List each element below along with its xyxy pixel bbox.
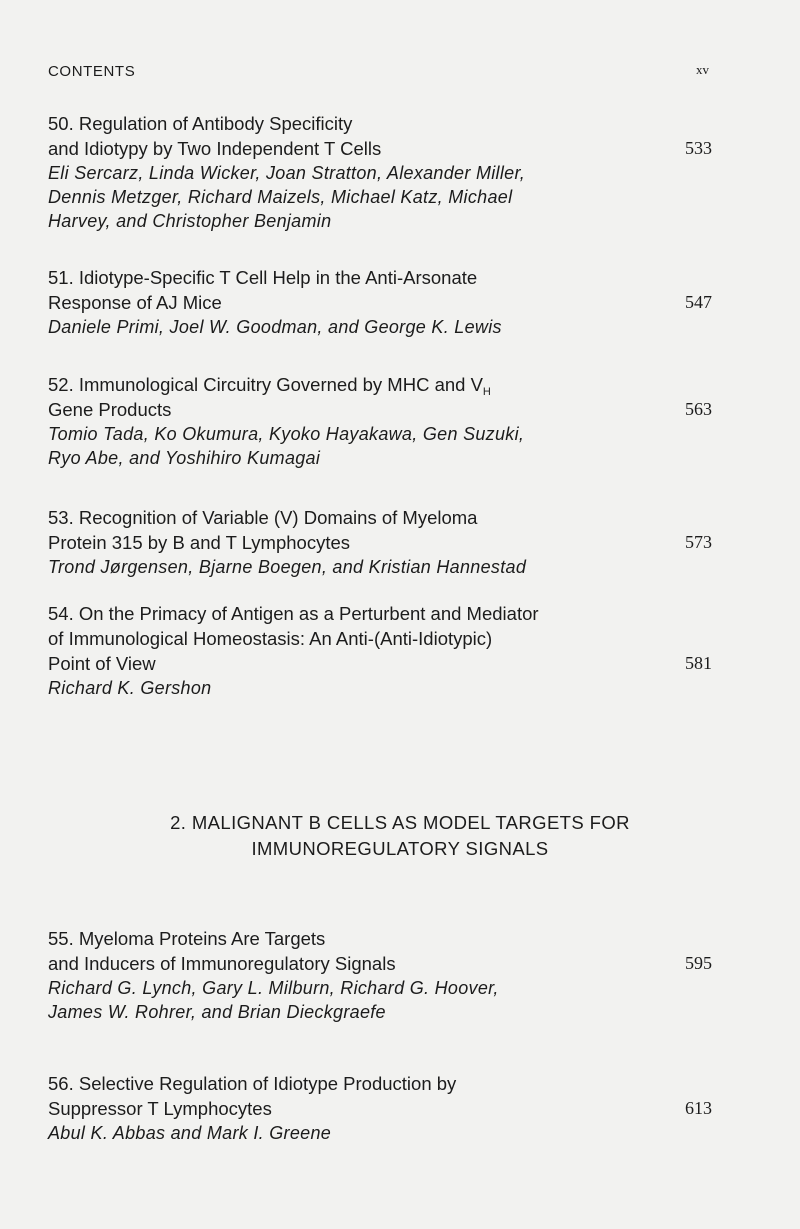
entry-title-line: 52. Immunological Circuitry Governed by MHC and $V_H$	[48, 374, 491, 398]
entry-title-line: 55. Myeloma Proteins Are Targets	[48, 928, 326, 949]
entry-authors: Dennis Metzger, Richard Maizels, Michael Katz, Michael	[48, 187, 513, 207]
entry-page-number: 595	[685, 953, 712, 973]
entry-authors: Abul K. Abbas and Mark I. Greene	[48, 1123, 332, 1143]
entry-title-line: 53. Recognition of Variable (V) Domains of Myeloma	[48, 507, 478, 528]
entry-page-number: 547	[685, 292, 712, 312]
entry-authors: Daniele Primi, Joel W. Goodman, and George K. Lewis	[48, 317, 502, 337]
entry-title-line: Response of AJ Mice 547	[48, 292, 712, 313]
entry-page-number: 581	[685, 653, 712, 673]
section-heading	[80, 810, 720, 862]
toc-entry-51	[48, 265, 712, 339]
entry-authors: James W. Rohrer, and Brian Dieckgraefe	[48, 1002, 386, 1022]
entry-page-number: 563	[685, 399, 712, 419]
entry-title-line: 51. Idiotype-Specific T Cell Help in the Anti-Arsonate	[48, 267, 478, 288]
entry-title-line: 56. Selective Regulation of Idiotype Production by	[48, 1073, 457, 1094]
section-heading-line: IMMUNOREGULATORY SIGNALS	[251, 838, 549, 859]
entry-authors: Richard G. Lynch, Gary L. Milburn, Richard G. Hoover,	[48, 978, 499, 998]
entry-authors: Richard K. Gershon	[48, 678, 212, 698]
entry-authors: Eli Sercarz, Linda Wicker, Joan Stratton, Alexander Miller,	[48, 163, 526, 183]
running-head: CONTENTS	[48, 63, 136, 80]
entry-title-line: of Immunological Homeostasis: An Anti-(Anti-Idiotypic)	[48, 628, 493, 649]
toc-entry-52	[48, 372, 712, 470]
entry-title-line: and Idiotypy by Two Independent T Cells 533	[48, 138, 712, 159]
entry-title-line: Suppressor T Lymphocytes 613	[48, 1098, 712, 1119]
entry-authors: Ryo Abe, and Yoshihiro Kumagai	[48, 448, 321, 468]
toc-entry-55	[48, 926, 712, 1024]
entry-title-line: and Inducers of Immunoregulatory Signals 595	[48, 953, 712, 974]
entry-authors: Harvey, and Christopher Benjamin	[48, 211, 332, 231]
subscript-h: H	[482, 386, 491, 398]
entry-authors: Tomio Tada, Ko Okumura, Kyoko Hayakawa, Gen Suzuki,	[48, 424, 525, 444]
toc-entry-54	[48, 601, 712, 700]
entry-title-line: Point of View 581	[48, 653, 712, 674]
entry-title-line: 50. Regulation of Antibody Specificity	[48, 113, 353, 134]
section-heading-line: 2. MALIGNANT B CELLS AS MODEL TARGETS FOR	[170, 812, 630, 833]
page-number: xv	[696, 62, 709, 77]
entry-title-line: Gene Products 563	[48, 399, 712, 420]
entry-authors: Trond Jørgensen, Bjarne Boegen, and Kristian Hannestad	[48, 557, 527, 577]
entry-title-line: Protein 315 by B and T Lymphocytes 573	[48, 532, 712, 553]
entry-page-number: 533	[685, 138, 712, 158]
toc-entry-56	[48, 1071, 712, 1145]
entry-page-number: 573	[685, 532, 712, 552]
entry-title-line: 54. On the Primacy of Antigen as a Perturbent and Mediator	[48, 603, 539, 624]
toc-entry-50	[48, 111, 712, 233]
entry-page-number: 613	[685, 1098, 712, 1118]
toc-entry-53	[48, 505, 712, 579]
